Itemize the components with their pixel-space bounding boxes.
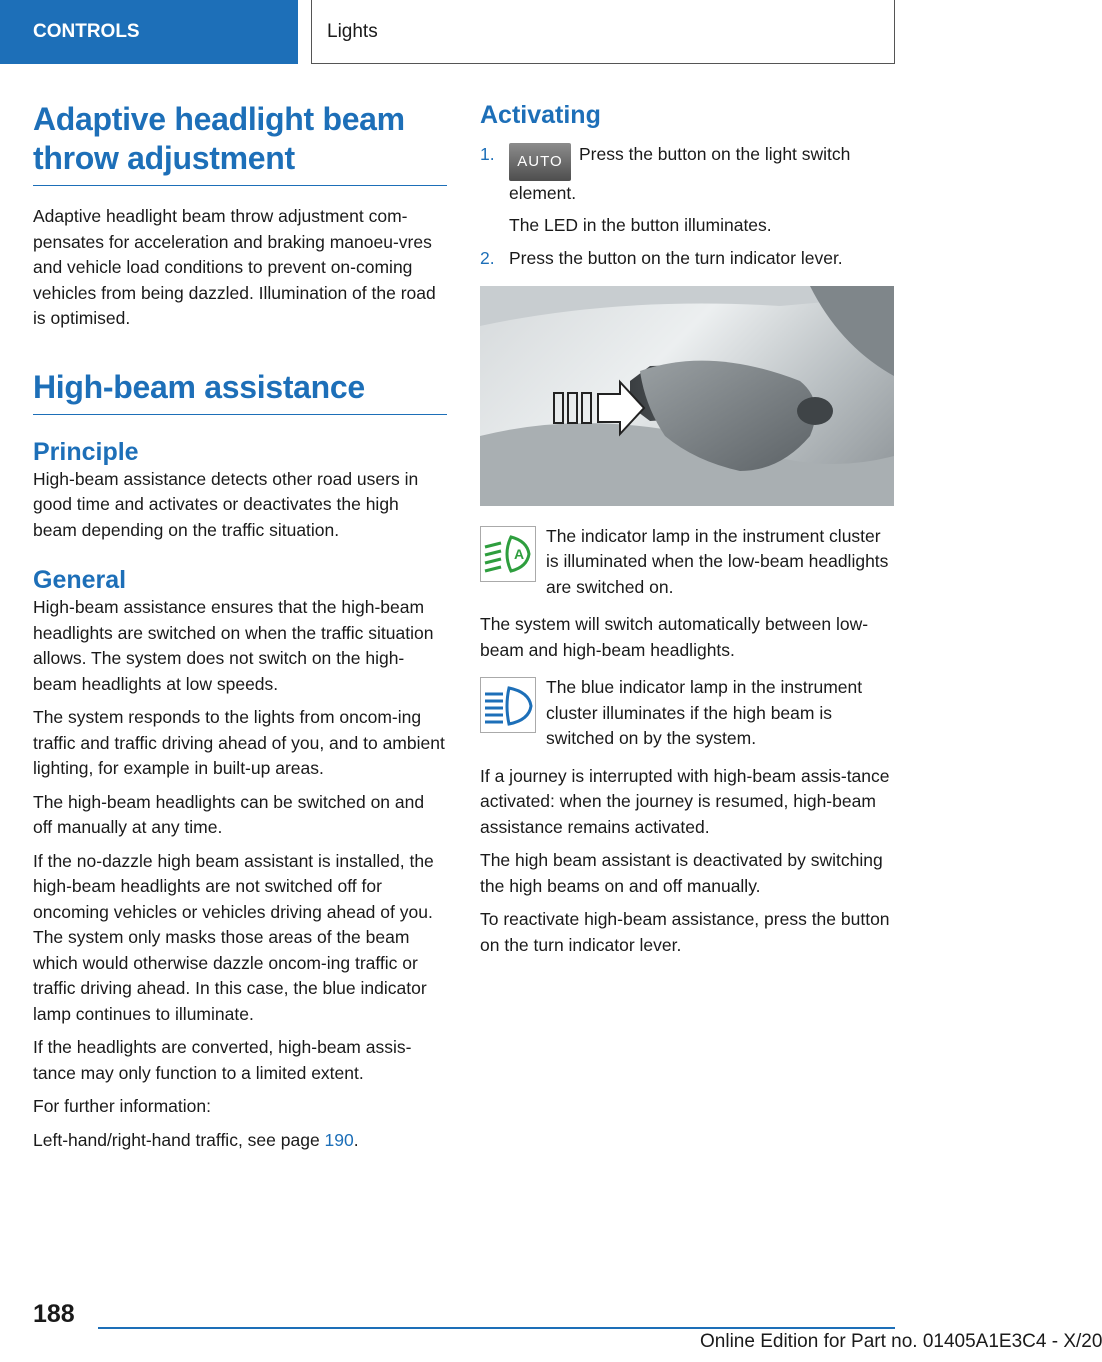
steps-list: [480, 142, 896, 272]
step-2: [480, 246, 896, 272]
high-beam-lamp-note: [480, 675, 896, 752]
low-beam-lamp-note: [480, 524, 896, 601]
right-column: [480, 100, 896, 958]
heading-activating: Activating: [480, 101, 601, 129]
heading-adaptive-headlight: Adaptive headlight beam throw adjustment: [33, 100, 447, 186]
topic-header: [311, 0, 895, 64]
high-beam-indicator-icon: [480, 677, 536, 733]
general-paragraph-5: If the headlights are converted, high-beam assis-tance may only function to a limited extent.: [33, 1037, 412, 1083]
reactivate-text: To reactivate high-beam assistance, press the button on the turn indicator lever.: [480, 909, 890, 955]
adaptive-description: Adaptive headlight beam throw adjustment com-pensates for acceleration and braking manoeu-vres and vehicle load conditions to prevent on-coming vehicles from being dazzled. Illumination of the road is optimised.: [33, 206, 436, 328]
reference-end: .: [353, 1129, 359, 1150]
principle-text: High-beam assistance detects other road users in good time and activates or deactivates the high beam depending on the traffic situation.: [33, 468, 419, 540]
turn-indicator-lever-photo: [480, 286, 894, 506]
edition-text: Online Edition for Part no. 01405A1E3C4 - X/20: [700, 1331, 1102, 1352]
reference-text: Left-hand/right-hand traffic, see page: [33, 1129, 325, 1150]
heading-principle: Principle: [33, 437, 139, 466]
section-label: CONTROLS: [33, 21, 140, 42]
step-text: Press the button on the turn indicator lever.: [509, 248, 843, 268]
switch-description: The system will switch automatically between low-beam and high-beam headlights.: [480, 614, 869, 660]
lever-illustration-icon: [480, 286, 894, 506]
topic-label: Lights: [327, 20, 378, 42]
general-paragraph-4: If the no-dazzle high beam assistant is installed, the high-beam headlights are not switched off for oncoming vehicles or vehicles driving ahead of you. The system only masks those areas of the beam which would otherwise dazzle oncom-ing traffic or traffic driving ahead. In this case, the blue indicator lamp continues to illuminate.: [33, 850, 434, 1024]
auto-button-icon: AUTO: [509, 143, 571, 181]
step-number: 2.: [480, 248, 495, 268]
step-subtext: The LED in the button illuminates.: [509, 214, 772, 235]
general-paragraph-2: The system responds to the lights from oncom-ing traffic and traffic driving ahead of you, and to ambient lighting, for example in built-up areas.: [33, 707, 445, 778]
general-paragraph-6: For further information:: [33, 1096, 211, 1116]
left-column: [33, 100, 447, 1153]
heading-general: General: [33, 566, 127, 594]
step-1: [480, 142, 896, 238]
general-paragraph-3: The high-beam headlights can be switched on and off manually at any time.: [33, 791, 425, 837]
page-reference: [33, 1128, 447, 1154]
interrupted-journey-text: If a journey is interrupted with high-beam assis-tance activated: when the journey is resumed, high-beam assistance remains activated.: [480, 765, 890, 837]
low-beam-assist-indicator-icon: [480, 526, 536, 582]
lamp-description: The blue indicator lamp in the instrument cluster illuminates if the high beam is switched on by the system.: [546, 677, 863, 748]
general-paragraph-1: High-beam assistance ensures that the high-beam headlights are switched on when the traffic situation allows. The system does not switch on the high-beam headlights at low speeds.: [33, 597, 434, 694]
section-tab: [0, 0, 298, 64]
step-text: Press the button on the light switch element.: [509, 144, 851, 203]
footer-divider: [98, 1327, 895, 1329]
svg-text:A: A: [514, 545, 525, 562]
deactivated-text: The high beam assistant is deactivated by switching the high beams on and off manually.: [480, 850, 883, 896]
page-link[interactable]: 190: [324, 1129, 354, 1150]
heading-high-beam-assistance: High-beam assistance: [33, 368, 447, 415]
lamp-description: The indicator lamp in the instrument cluster is illuminated when the low-beam headlights are switched on.: [546, 525, 889, 597]
page-number: 188: [33, 1300, 75, 1328]
step-number: 1.: [480, 144, 495, 164]
